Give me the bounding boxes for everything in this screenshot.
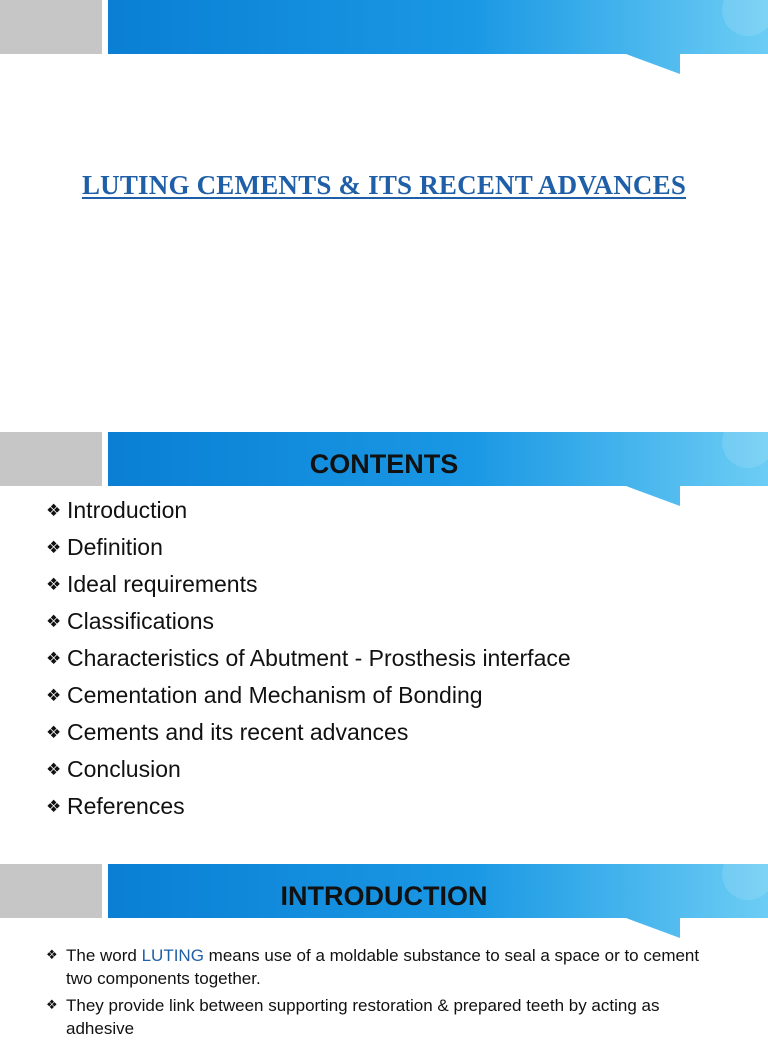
list-item: ❖ The word LUTING means use of a moldable substance to seal a space or to cement two components together. [46, 946, 700, 988]
banner-gray-block [0, 0, 102, 54]
banner-blue-ribbon [108, 0, 768, 76]
diamond-bullet-icon: ❖ [46, 649, 62, 669]
list-item: ❖ Cementation and Mechanism of Bonding [46, 677, 571, 714]
diamond-bullet-icon: ❖ [46, 538, 62, 558]
diamond-bullet-icon: ❖ [46, 501, 62, 521]
list-item: ❖ Characteristics of Abutment - Prosthesis interface [46, 640, 571, 677]
list-item: ❖ Conclusion [46, 751, 571, 788]
contents-heading: CONTENTS [309, 449, 459, 479]
list-item: ❖ Classifications [46, 603, 571, 640]
diamond-bullet-icon: ❖ [46, 612, 62, 632]
highlighted-term: LUTING [141, 946, 204, 965]
contents-slide [0, 432, 768, 864]
diamond-bullet-icon: ❖ [46, 575, 62, 595]
introduction-slide [0, 864, 768, 1038]
list-item: ❖ Introduction [46, 492, 571, 529]
diamond-bullet-icon: ❖ [46, 948, 58, 963]
diamond-bullet-icon: ❖ [46, 998, 58, 1013]
presentation-title: LUTING CEMENTS & ITS RECENT ADVANCES [81, 170, 687, 200]
list-item: ❖ Ideal requirements [46, 566, 571, 603]
diamond-bullet-icon: ❖ [46, 723, 62, 743]
diamond-bullet-icon: ❖ [46, 760, 62, 780]
diamond-bullet-icon: ❖ [46, 797, 62, 817]
title-slide [0, 0, 768, 432]
list-item: ❖ Definition [46, 529, 571, 566]
introduction-list [46, 944, 726, 1044]
introduction-heading: INTRODUCTION [280, 881, 488, 911]
list-item: ❖ Cements and its recent advances [46, 714, 571, 751]
header-banner [0, 0, 768, 76]
list-item: ❖ References [46, 788, 571, 825]
contents-list [46, 492, 571, 825]
diamond-bullet-icon: ❖ [46, 686, 62, 706]
list-item: ❖ They provide link between supporting restoration & prepared teeth by acting as adhesive [46, 996, 660, 1038]
